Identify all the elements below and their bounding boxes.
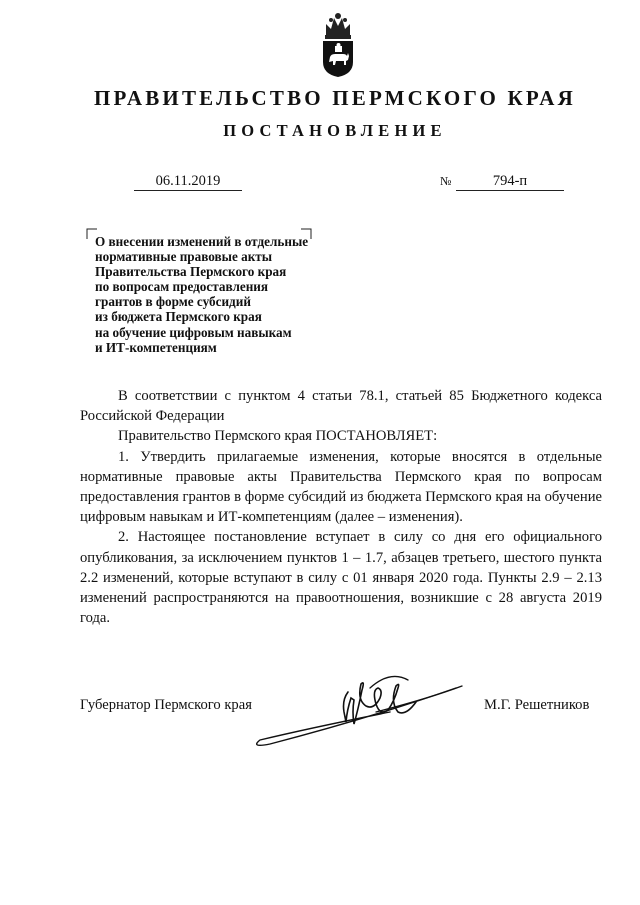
- body-paragraph: В соответствии с пунктом 4 статьи 78.1, статьей 85 Бюджетного кодекса Российской Федерации: [80, 388, 602, 425]
- document-subject: [95, 234, 355, 355]
- handwritten-signature-icon: [230, 640, 480, 760]
- document-number: 794-п: [456, 172, 564, 191]
- body-paragraph: Правительство Пермского края ПОСТАНОВЛЯЕТ:: [118, 428, 438, 445]
- signer-name: М.Г. Решетников: [484, 697, 590, 713]
- subject-line: нормативные правовые акты: [95, 249, 273, 265]
- subject-line: Правительства Пермского края: [95, 264, 287, 280]
- body-paragraph: 2. Настоящее постановление вступает в силу со дня его официального опубликования, за исключением пунктов 1 – 1.7, абзацев третьего, шестого пункта 2.2 изменений, которые вступают в силу с 01 января 2020 года. Пункты 2.9 – 2.13 изменений распространяются на правоотношения, возникшие с 28 августа 2019 года.: [80, 529, 602, 627]
- subject-line: и ИТ-компетенциям: [95, 339, 217, 355]
- signer-position: Губернатор Пермского края: [80, 697, 252, 713]
- document-body: [80, 386, 602, 628]
- subject-line: по вопросам предоставления: [95, 279, 269, 295]
- subject-line: из бюджета Пермского края: [95, 309, 262, 325]
- subject-line: О внесении изменений в отдельные: [95, 234, 309, 249]
- number-label: №: [440, 174, 452, 188]
- subject-line: на обучение цифровым навыкам: [95, 324, 292, 340]
- subject-line: грантов в форме субсидий: [95, 294, 251, 310]
- government-title: ПРАВИТЕЛЬСТВО ПЕРМСКОГО КРАЯ: [93, 86, 576, 110]
- document-date: 06.11.2019: [134, 172, 242, 191]
- coat-of-arms-icon: [318, 10, 358, 78]
- document-type: ПОСТАНОВЛЕНИЕ: [223, 121, 447, 140]
- body-paragraph: 1. Утвердить прилагаемые изменения, которые вносятся в отдельные нормативные правовые акты Правительства Пермского края по вопросам предоставления грантов в форме субсидий из бюджета Пермского края на обучение цифровым навыкам и ИТ-компетенциям (далее – изменения).: [80, 448, 602, 526]
